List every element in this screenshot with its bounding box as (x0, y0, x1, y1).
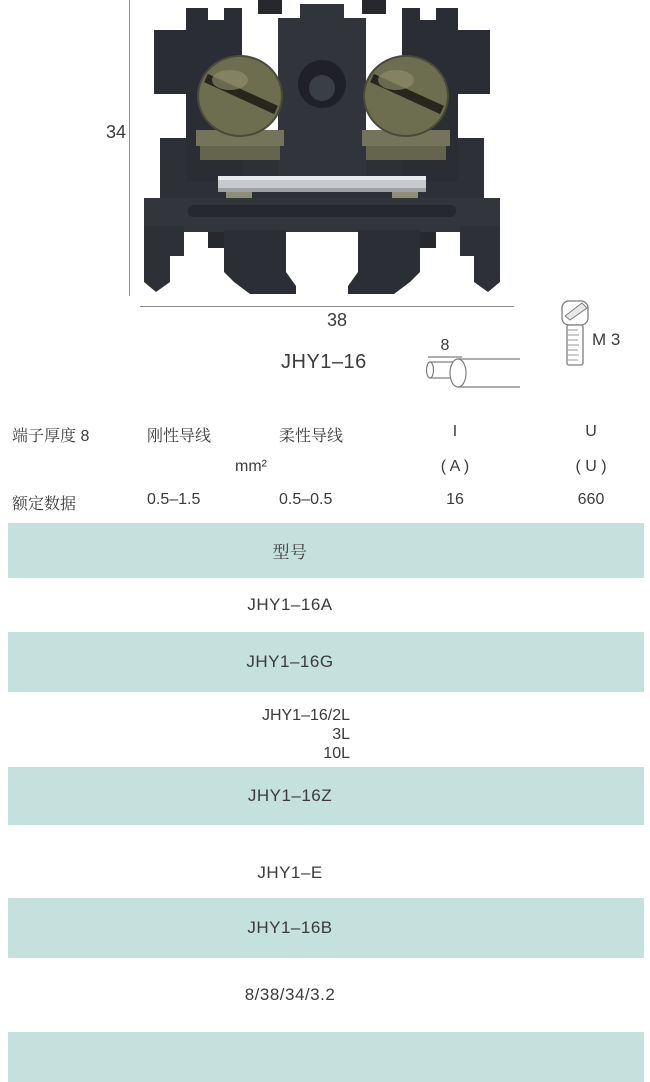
model-table-header-row (8, 523, 644, 578)
spec-header-rigid-wire: 刚性导线 (147, 428, 212, 445)
model-table-header-label: 型号 (272, 543, 308, 562)
height-dimension-line (129, 0, 130, 296)
model-label-line1: JHY1–16/2L (261, 707, 350, 724)
screw-spec-label: M 3 (592, 330, 621, 349)
model-row-dimensions (8, 958, 644, 1032)
model-label: JHY1–16G (246, 652, 334, 671)
model-row-z (8, 767, 644, 825)
spec-header-voltage: U (585, 423, 597, 440)
model-label: JHY1–16A (247, 595, 333, 614)
width-dimension-label: 38 (326, 310, 348, 330)
model-dimensions-label: 8/38/34/3.2 (244, 985, 336, 1004)
model-row-2l-3l-10l (8, 692, 644, 767)
terminal-block-photo (138, 0, 506, 298)
model-row-g (8, 632, 644, 692)
spec-header-current: I (452, 423, 458, 440)
model-row-empty (8, 1032, 644, 1082)
spec-row-label: 额定数据 (12, 496, 77, 513)
product-model-label: JHY1–16 (281, 351, 367, 373)
model-label-line3: 10L (323, 745, 350, 762)
model-row-a (8, 578, 644, 632)
model-label: JHY1–16B (247, 918, 333, 937)
spec-unit-mm2: mm² (235, 458, 267, 475)
spec-unit-voltage: ( U ) (575, 458, 607, 475)
spec-header-thickness: 端子厚度 8 (12, 428, 90, 445)
spec-value-current: 16 (446, 491, 464, 508)
model-row-b (8, 898, 644, 958)
m3-screw-illustration (558, 299, 594, 369)
spec-unit-ampere: ( A ) (440, 458, 470, 475)
height-dimension-label: 34 (105, 122, 126, 142)
wire-dimension-label: 8 (440, 337, 450, 354)
model-row-e (8, 825, 644, 898)
model-label: JHY1–E (257, 863, 323, 882)
spec-header-flexible-wire: 柔性导线 (279, 428, 344, 445)
spec-value-rigid: 0.5–1.5 (147, 491, 201, 508)
width-dimension-line (140, 306, 514, 307)
model-label-line2: 3L (332, 726, 350, 743)
spec-value-flexible: 0.5–0.5 (279, 491, 333, 508)
wire-end-illustration (424, 352, 524, 394)
spec-value-voltage: 660 (577, 491, 605, 508)
model-label-multiline (8, 692, 350, 763)
model-label: JHY1–16Z (247, 786, 333, 805)
